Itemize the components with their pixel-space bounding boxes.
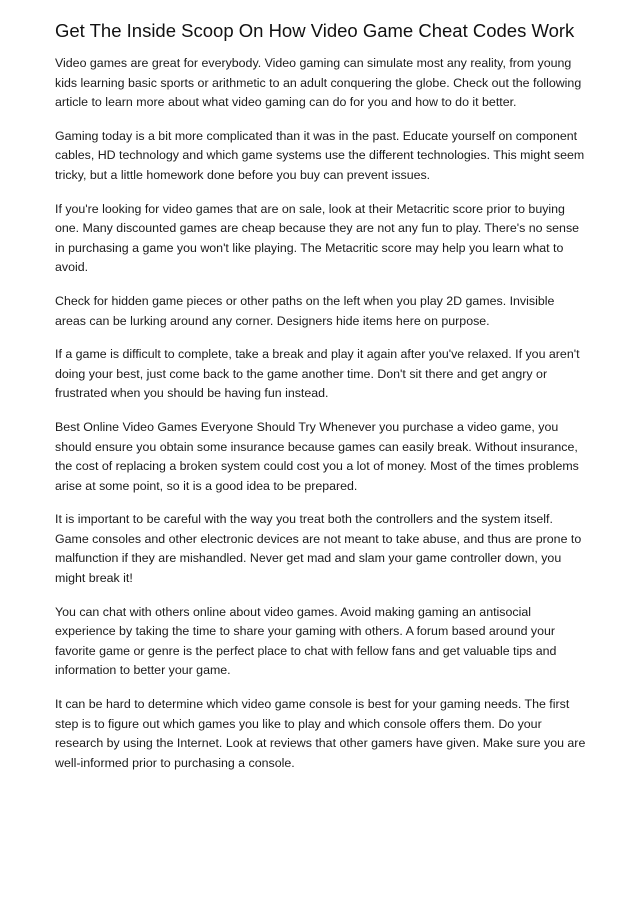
paragraph: If you're looking for video games that are on sale, look at their Metacritic score prior to buying one. Many discounted games are cheap because they are not any fun to play. There's no sense in purchasing a game you won't like playing. The Metacritic score may help you learn what to avoid. bbox=[55, 201, 580, 275]
paragraph: You can chat with others online about video games. Avoid making gaming an antisocial experience by taking the time to share your gaming with others. A forum based around your favorite game or genre is the perfect place to chat with fellow fans and get valuable tips and information to better your game. bbox=[55, 604, 557, 678]
document-title: Get The Inside Scoop On How Video Game Cheat Codes Work bbox=[55, 20, 575, 41]
paragraph: If a game is difficult to complete, take a break and play it again after you've relaxed. If you aren't doing your best, just come back to the game another time. Don't sit there and get angry or frustrated when you should be having fun instead. bbox=[55, 347, 580, 401]
paragraph: Check for hidden game pieces or other paths on the left when you play 2D games. Invisible areas can be lurking around any corner. Designers hide items here on purpose. bbox=[55, 293, 555, 328]
paragraph: Video games are great for everybody. Video gaming can simulate most any reality, from young kids learning basic sports or arithmetic to an adult conquering the globe. Check out the following article to learn more about what video gaming can do for you and how to do it better. bbox=[55, 56, 582, 110]
paragraph: It can be hard to determine which video game console is best for your gaming needs. The first step is to figure out which games you like to play and which console offers them. Do your research by using the Internet. Look at reviews that other gamers have given. Make sure you are well-informed prior to purchasing a console. bbox=[55, 697, 586, 770]
paragraph: Best Online Video Games Everyone Should Try Whenever you purchase a video game, you should ensure you obtain some insurance because games can easily break. Without insurance, the cost of replacing a broken system could cost you a lot of money. Most of the times problems arise at some point, so it is a good idea to be prepared. bbox=[55, 419, 579, 493]
paragraph: Gaming today is a bit more complicated than it was in the past. Educate yourself on component cables, HD technology and which game systems use the different technologies. This might seem tricky, but a little homework done before you buy can prevent issues. bbox=[55, 128, 585, 182]
document-page bbox=[55, 20, 587, 787]
paragraph: It is important to be careful with the way you treat both the controllers and the system itself. Game consoles and other electronic devices are not meant to take abuse, and thus are prone to malfunction if they are mishandled. Never get mad and slam your game controller down, you might break it! bbox=[55, 512, 582, 586]
